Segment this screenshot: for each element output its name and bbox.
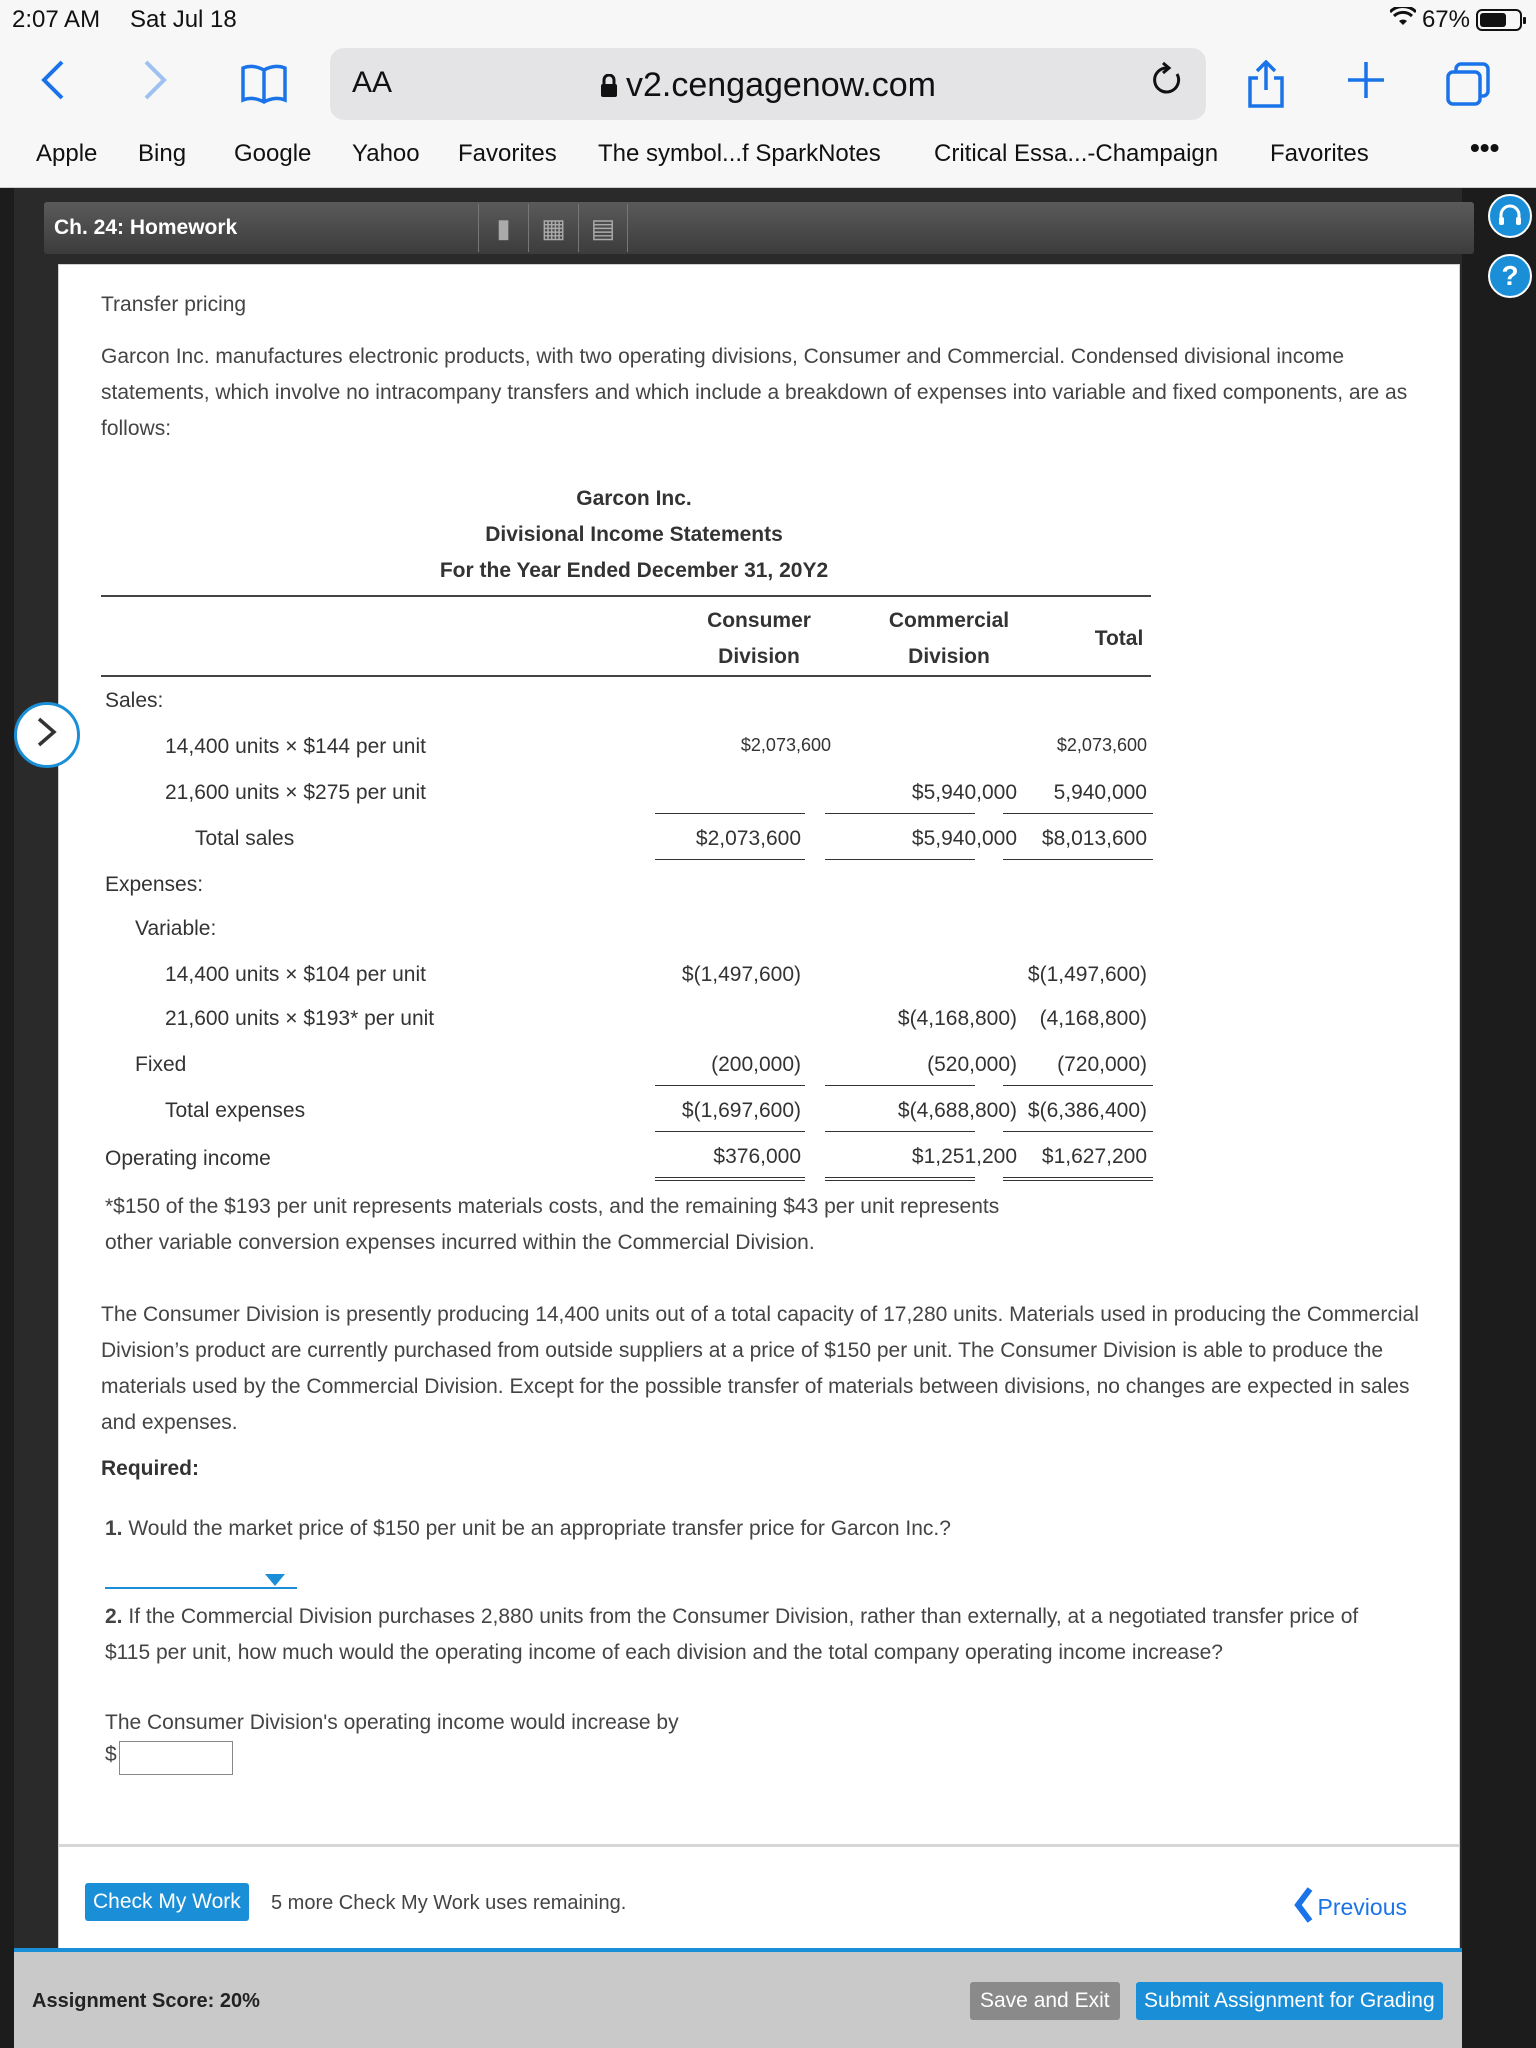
url[interactable]: v2.cengagenow.com <box>626 66 936 104</box>
col-consumer-2: Division <box>718 645 800 668</box>
sales-line1-total: $2,073,600 <box>1056 735 1147 755</box>
q2-text: If the Commercial Division purchases 2,880 units from the Consumer Division, rather than externally, at a negotiated transfer price of $115 per unit, how much would the operating income of each division and the total company operating income increase? <box>105 1605 1359 1664</box>
rule <box>1003 813 1153 814</box>
notes-icon[interactable]: ▤ <box>578 204 628 252</box>
battery-percent: 67% <box>1421 6 1470 33</box>
safari-toolbar <box>0 46 1536 126</box>
fixed-commercial: (520,000) <box>927 1053 1017 1076</box>
var-line2-total: (4,168,800) <box>1039 1007 1147 1030</box>
address-bar[interactable] <box>330 48 1206 120</box>
total-sales-label: Total sales <box>195 827 295 850</box>
sales-line1-label: 14,400 units × $144 per unit <box>165 735 426 758</box>
statement-period: For the Year Ended December 31, 20Y2 <box>439 559 829 582</box>
problem-heading: Transfer pricing <box>101 293 247 316</box>
tabs-icon[interactable] <box>1444 60 1492 116</box>
ebook-icon[interactable]: ▮ <box>478 204 528 252</box>
operating-income-label: Operating income <box>105 1147 271 1170</box>
more-icon[interactable]: ••• <box>1470 132 1500 163</box>
sales-line2-commercial: $5,940,000 <box>911 781 1017 804</box>
assignment-page <box>14 188 1462 2048</box>
total-sales-consumer: $2,073,600 <box>695 827 801 850</box>
rule <box>655 859 805 860</box>
rule <box>825 859 975 860</box>
rule <box>1003 859 1153 860</box>
rule <box>1003 1131 1153 1132</box>
chevron-down-icon <box>265 1573 285 1591</box>
total-expenses-label: Total expenses <box>165 1099 306 1122</box>
chevron-right-icon <box>36 714 58 757</box>
footnote-line1: *$150 of the $193 per unit represents materials costs, and the remaining $43 per unit represents <box>105 1195 1000 1218</box>
status-bar <box>0 0 1536 40</box>
rule <box>655 1085 805 1086</box>
total-sales-commercial: $5,940,000 <box>911 827 1017 850</box>
statement-top-rule <box>101 595 1151 597</box>
assignment-footer <box>14 1948 1462 2048</box>
browser-chrome <box>0 0 1536 188</box>
rule <box>825 1131 975 1132</box>
expenses-label: Expenses: <box>105 873 204 896</box>
statement-company: Garcon Inc. <box>576 487 692 510</box>
fav-sparknotes[interactable]: The symbol...f SparkNotes <box>598 140 881 167</box>
col-commercial-1: Commercial <box>888 609 1010 632</box>
var-line2-label: 21,600 units × $193* per unit <box>165 1007 435 1030</box>
problem-content <box>58 264 1460 1846</box>
reader-aa-button[interactable]: AA <box>352 66 393 99</box>
rule <box>655 813 805 814</box>
fixed-label: Fixed <box>135 1053 187 1076</box>
calculator-icon[interactable]: ▦ <box>528 204 578 252</box>
chevron-left-icon <box>1294 1887 1314 1929</box>
problem-intro: Garcon Inc. manufactures electronic products, with two operating divisions, Consumer and Commercial. Condensed divisional income statements, which involve no intracompany transfers and which include a breakdown of expenses into variable and fixed components, are as follows: <box>101 345 1408 440</box>
battery-icon <box>1476 9 1522 31</box>
q1-text: Would the market price of $150 per unit be an appropriate transfer price for Garcon Inc.? <box>128 1517 951 1540</box>
double-rule <box>655 1177 805 1181</box>
sales-line2-label: 21,600 units × $275 per unit <box>165 781 426 804</box>
assignment-score: Assignment Score: 20% <box>32 1990 260 2012</box>
rule <box>655 1131 805 1132</box>
double-rule <box>825 1177 975 1181</box>
q2-prompt: The Consumer Division's operating income would increase by <box>105 1711 679 1734</box>
variable-label: Variable: <box>135 917 217 940</box>
help-icon[interactable]: ? <box>1488 254 1532 298</box>
var-line1-consumer: $(1,497,600) <box>681 963 801 986</box>
question-1 <box>105 1511 951 1547</box>
homework-tools <box>478 204 628 252</box>
bookmarks-icon[interactable] <box>240 64 288 112</box>
wifi-icon <box>1390 6 1416 34</box>
fav-critical-essay[interactable]: Critical Essa...-Champaign <box>934 140 1219 167</box>
q2-number: 2. <box>105 1605 123 1628</box>
save-and-exit-button[interactable]: Save and Exit <box>970 1982 1120 2020</box>
fav-favorites[interactable]: Favorites <box>458 140 557 167</box>
statement-title: Divisional Income Statements <box>485 523 783 546</box>
check-my-work-button[interactable]: Check My Work <box>85 1883 249 1921</box>
total-expenses-commercial: $(4,688,800) <box>897 1099 1017 1122</box>
q2-consumer-increase-input[interactable] <box>119 1741 233 1775</box>
q1-number: 1. <box>105 1517 123 1540</box>
total-sales-total: $8,013,600 <box>1041 827 1147 850</box>
q2-dollar: $ <box>105 1743 117 1766</box>
required-label: Required: <box>101 1457 200 1480</box>
operating-income-consumer: $376,000 <box>713 1145 801 1168</box>
expand-panel-button[interactable] <box>14 702 80 768</box>
side-help-icons <box>1488 194 1532 314</box>
col-commercial-2: Division <box>908 645 990 668</box>
operating-income-total: $1,627,200 <box>1041 1145 1147 1168</box>
rule <box>1003 1085 1153 1086</box>
statement-header-rule <box>101 675 1151 677</box>
support-icon[interactable] <box>1488 194 1532 238</box>
context-paragraph: The Consumer Division is presently producing 14,400 units out of a total capacity of 17,280 units. Materials used in producing the Commercial Division’s product are currently purchased from outside suppliers at a price of $150 per unit. The Consumer Division is able to produce the materials used by the Commercial Division. Except for the possible transfer of materials between divisions, no changes are expected in sales and expenses. <box>101 1303 1419 1434</box>
previous-label[interactable]: Previous <box>1317 1894 1407 1920</box>
var-line2-commercial: $(4,168,800) <box>897 1007 1017 1030</box>
reload-icon[interactable] <box>1150 62 1184 107</box>
question-2 <box>105 1599 1405 1671</box>
new-tab-icon[interactable] <box>1346 60 1386 108</box>
q1-dropdown[interactable] <box>105 1565 297 1589</box>
forward-icon[interactable] <box>140 58 170 110</box>
total-expenses-consumer: $(1,697,600) <box>681 1099 801 1122</box>
homework-title: Ch. 24: Homework <box>54 216 238 239</box>
share-icon[interactable] <box>1246 60 1286 116</box>
check-work-bar <box>58 1844 1460 1954</box>
footnote-line2: other variable conversion expenses incurred within the Commercial Division. <box>105 1231 815 1254</box>
fav-apple[interactable]: Apple <box>36 140 98 167</box>
check-remaining-note: 5 more Check My Work uses remaining. <box>271 1892 627 1914</box>
fav-bing[interactable]: Bing <box>138 140 187 167</box>
sales-line2-total: 5,940,000 <box>1053 781 1147 804</box>
operating-income-commercial: $1,251,200 <box>911 1145 1017 1168</box>
fixed-consumer: (200,000) <box>711 1053 801 1076</box>
var-line1-total: $(1,497,600) <box>1027 963 1147 986</box>
double-rule <box>1003 1177 1153 1181</box>
fav-favorites-2[interactable]: Favorites <box>1270 140 1369 167</box>
col-total: Total <box>1094 627 1144 650</box>
sales-label: Sales: <box>105 689 164 712</box>
total-expenses-total: $(6,386,400) <box>1027 1099 1147 1122</box>
favorites-bar <box>0 132 1536 176</box>
fav-yahoo[interactable]: Yahoo <box>352 140 420 167</box>
col-consumer-1: Consumer <box>707 609 811 632</box>
fav-google[interactable]: Google <box>234 140 312 167</box>
fixed-total: (720,000) <box>1057 1053 1147 1076</box>
previous-button[interactable] <box>1294 1887 1407 1929</box>
url-text[interactable] <box>330 66 1206 107</box>
status-date: Sat Jul 18 <box>130 6 237 33</box>
rule <box>825 1085 975 1086</box>
rule <box>825 813 975 814</box>
status-time: 2:07 AM <box>12 6 101 33</box>
var-line1-label: 14,400 units × $104 per unit <box>165 963 426 986</box>
sales-line1-consumer: $2,073,600 <box>740 735 831 755</box>
lock-icon <box>600 68 618 107</box>
status-right <box>1390 6 1522 34</box>
homework-header <box>44 202 1474 254</box>
back-icon[interactable] <box>38 58 68 110</box>
submit-assignment-button[interactable]: Submit Assignment for Grading <box>1136 1982 1443 2020</box>
